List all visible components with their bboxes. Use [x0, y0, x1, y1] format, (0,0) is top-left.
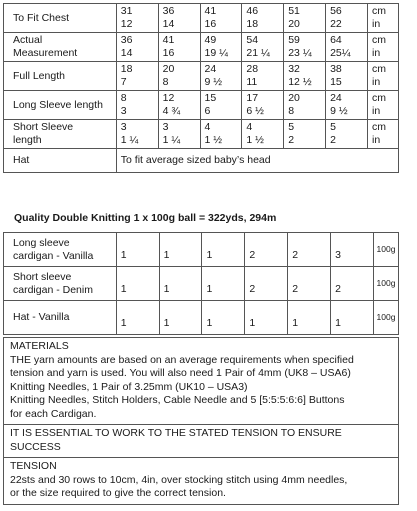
- yarn-row: [4, 233, 399, 267]
- tension-line: or the size required to give the correct tension.: [10, 487, 226, 499]
- in-value: 1 ½: [204, 134, 223, 146]
- cm-value: 64: [330, 34, 342, 46]
- size-cell: [326, 91, 368, 120]
- unit-label: in: [372, 134, 381, 146]
- size-row: [4, 4, 399, 33]
- in-value: 8: [288, 105, 295, 117]
- in-value: 7: [120, 76, 127, 88]
- unit-label: in: [372, 18, 381, 30]
- in-value: 15: [330, 76, 342, 88]
- in-value: 1 ¼: [120, 134, 139, 146]
- cm-value: 46: [246, 5, 259, 17]
- ball-count: 2: [245, 233, 288, 267]
- yarn-row-label: [4, 267, 117, 301]
- ball-weight: 100g: [373, 301, 398, 335]
- unit-cell: [368, 62, 399, 91]
- hat-size-row: [4, 149, 399, 173]
- cm-value: 41: [162, 34, 175, 46]
- size-cell: [200, 62, 242, 91]
- materials-section: [4, 338, 398, 424]
- in-value: 2: [330, 134, 336, 146]
- size-cell: [200, 91, 242, 120]
- ball-count: 1: [331, 301, 374, 335]
- tension-warning-text: IT IS ESSENTIAL TO WORK TO THE STATED TENSION TO ENSURE SUCCESS: [10, 427, 342, 453]
- size-row: [4, 33, 399, 62]
- size-row: [4, 91, 399, 120]
- cm-value: 36: [162, 5, 175, 17]
- size-row: [4, 120, 399, 149]
- cm-value: 3: [120, 121, 127, 133]
- label-line: Full Length: [13, 69, 65, 82]
- label-line: cardigan - Denim: [13, 283, 93, 296]
- ball-count: 1: [116, 233, 159, 267]
- cm-value: 24: [204, 63, 217, 75]
- tension-section: [4, 457, 398, 504]
- yarn-amount-table: [3, 232, 399, 335]
- size-row-label: [4, 4, 117, 33]
- size-cell: [284, 33, 326, 62]
- cm-value: 20: [162, 63, 175, 75]
- label-line: Long Sleeve length: [13, 98, 103, 111]
- ball-weight: 100g: [373, 233, 398, 267]
- materials-heading: MATERIALS: [10, 340, 69, 352]
- ball-count: 1: [245, 301, 288, 335]
- label-line: length: [13, 134, 42, 146]
- size-cell: [242, 4, 284, 33]
- size-cell: [242, 33, 284, 62]
- in-value: 11: [246, 76, 258, 88]
- label-line: Hat - Vanilla: [13, 311, 70, 323]
- size-row-label: [4, 33, 117, 62]
- cm-value: 49: [204, 34, 217, 46]
- cm-value: 56: [330, 5, 342, 17]
- yarn-quality-line: Quality Double Knitting 1 x 100g ball = 322yds, 294m: [14, 212, 277, 224]
- materials-line: THE yarn amounts are based on an average requirements when specified: [10, 353, 354, 366]
- cm-value: 4: [204, 121, 211, 133]
- cm-value: 5: [288, 121, 295, 133]
- ball-count: 1: [202, 267, 245, 301]
- ball-count: 1: [116, 267, 159, 301]
- in-value: 16: [162, 47, 175, 59]
- in-value: 4 ¾: [162, 105, 181, 117]
- size-row-label: [4, 62, 117, 91]
- size-cell: [326, 33, 368, 62]
- cm-value: 4: [246, 121, 253, 133]
- in-value: 12 ½: [288, 76, 312, 88]
- cm-value: 5: [330, 121, 336, 133]
- label-line: Long sleeve: [13, 236, 70, 249]
- unit-label: in: [372, 105, 381, 117]
- cm-value: 54: [246, 34, 259, 46]
- in-value: 23 ¼: [288, 47, 312, 59]
- ball-count: 1: [202, 233, 245, 267]
- materials-line: Knitting Needles, Stitch Holders, Cable Needle and 5 [5:5:5:6:6] Buttons: [10, 394, 345, 406]
- ball-weight: 100g: [373, 267, 398, 301]
- unit-cell: [368, 33, 399, 62]
- size-cell: [158, 33, 200, 62]
- hat-size-text: To fit average sized baby’s head: [116, 149, 398, 173]
- size-cell: [326, 62, 368, 91]
- in-value: 19 ¼: [204, 47, 228, 59]
- in-value: 1 ¼: [162, 134, 181, 146]
- notes-box: [3, 337, 399, 505]
- materials-line: for each Cardigan.: [10, 407, 97, 420]
- in-value: 1 ½: [246, 134, 264, 146]
- in-value: 18: [246, 18, 259, 30]
- size-cell: [200, 4, 242, 33]
- cm-value: 12: [162, 92, 175, 104]
- in-value: 16: [204, 18, 217, 30]
- hat-label: Hat: [4, 149, 117, 173]
- size-cell: [326, 120, 368, 149]
- in-value: 14: [120, 47, 133, 59]
- label-line: Short sleeve: [13, 270, 72, 283]
- ball-count: 2: [288, 233, 331, 267]
- cm-value: 28: [246, 63, 259, 75]
- cm-value: 3: [162, 121, 169, 133]
- materials-text: [10, 354, 392, 422]
- ball-count: 1: [116, 301, 159, 335]
- size-cell: [158, 4, 200, 33]
- in-value: 14: [162, 18, 175, 30]
- cm-value: 36: [120, 34, 133, 46]
- label-line: Measurement: [13, 47, 78, 59]
- size-cell: [284, 120, 326, 149]
- unit-label: in: [372, 47, 381, 59]
- label-line: Short Sleeve: [13, 121, 74, 133]
- in-value: 25¼: [330, 47, 351, 59]
- cm-value: 20: [288, 92, 300, 104]
- unit-label: in: [372, 76, 381, 88]
- size-cell: [116, 120, 158, 149]
- size-row: [4, 62, 399, 91]
- in-value: 3: [120, 105, 127, 117]
- size-cell: [284, 4, 326, 33]
- size-cell: [326, 4, 368, 33]
- in-value: 6 ½: [246, 105, 264, 117]
- cm-value: 18: [120, 63, 133, 75]
- size-cell: [158, 62, 200, 91]
- size-table: [3, 3, 399, 173]
- size-cell: [116, 33, 158, 62]
- ball-count: 2: [245, 267, 288, 301]
- yarn-row-label: [4, 233, 117, 267]
- materials-line: tension and yarn is used. You will also need 1 Pair of 4mm (UK8 – USA6): [10, 367, 351, 379]
- ball-count: 1: [159, 267, 202, 301]
- size-cell: [242, 91, 284, 120]
- in-value: 12: [120, 18, 133, 30]
- size-cell: [200, 120, 242, 149]
- unit-label: cm: [372, 5, 386, 17]
- size-cell: [200, 33, 242, 62]
- tension-warning: [4, 424, 398, 457]
- size-cell: [284, 91, 326, 120]
- cm-value: 32: [288, 63, 300, 75]
- size-cell: [158, 120, 200, 149]
- in-value: 22: [330, 18, 342, 30]
- label-line: Actual: [13, 34, 43, 46]
- size-cell: [116, 91, 158, 120]
- ball-count: 1: [159, 233, 202, 267]
- label-line: To Fit Chest: [13, 11, 70, 24]
- size-row-label: [4, 120, 117, 149]
- size-cell: [242, 62, 284, 91]
- in-value: 8: [162, 76, 169, 88]
- cm-value: 17: [246, 92, 259, 104]
- in-value: 6: [204, 105, 211, 117]
- tension-text: [10, 474, 392, 501]
- in-value: 20: [288, 18, 300, 30]
- label-line: cardigan - Vanilla: [13, 249, 94, 262]
- in-value: 9 ½: [330, 105, 348, 117]
- in-value: 9 ½: [204, 76, 223, 88]
- materials-line: Knitting Needles, 1 Pair of 3.25mm (UK10 – USA3): [10, 380, 248, 393]
- ball-count: 2: [288, 267, 331, 301]
- unit-cell: [368, 120, 399, 149]
- unit-label: cm: [372, 34, 386, 46]
- yarn-row: [4, 301, 399, 335]
- ball-count: 1: [288, 301, 331, 335]
- ball-count: 1: [202, 301, 245, 335]
- cm-value: 15: [204, 92, 217, 104]
- cm-value: 31: [120, 5, 133, 17]
- tension-heading: TENSION: [10, 460, 57, 472]
- unit-label: cm: [372, 92, 386, 104]
- size-cell: [116, 62, 158, 91]
- cm-value: 51: [288, 5, 300, 17]
- ball-count: 2: [331, 267, 374, 301]
- unit-label: cm: [372, 63, 386, 75]
- ball-count: 1: [159, 301, 202, 335]
- cm-value: 38: [330, 63, 342, 75]
- cm-value: 24: [330, 92, 342, 104]
- yarn-row: [4, 267, 399, 301]
- size-cell: [284, 62, 326, 91]
- unit-label: cm: [372, 121, 386, 133]
- tension-line: 22sts and 30 rows to 10cm, 4in, over stocking stitch using 4mm needles,: [10, 473, 348, 486]
- in-value: 2: [288, 134, 295, 146]
- size-cell: [116, 4, 158, 33]
- size-cell: [158, 91, 200, 120]
- in-value: 21 ¼: [246, 47, 270, 59]
- cm-value: 59: [288, 34, 300, 46]
- cm-value: 41: [204, 5, 217, 17]
- size-row-label: [4, 91, 117, 120]
- yarn-row-label: [4, 301, 117, 335]
- unit-cell: [368, 91, 399, 120]
- cm-value: 8: [120, 92, 127, 104]
- ball-count: 3: [331, 233, 374, 267]
- unit-cell: [368, 4, 399, 33]
- size-cell: [242, 120, 284, 149]
